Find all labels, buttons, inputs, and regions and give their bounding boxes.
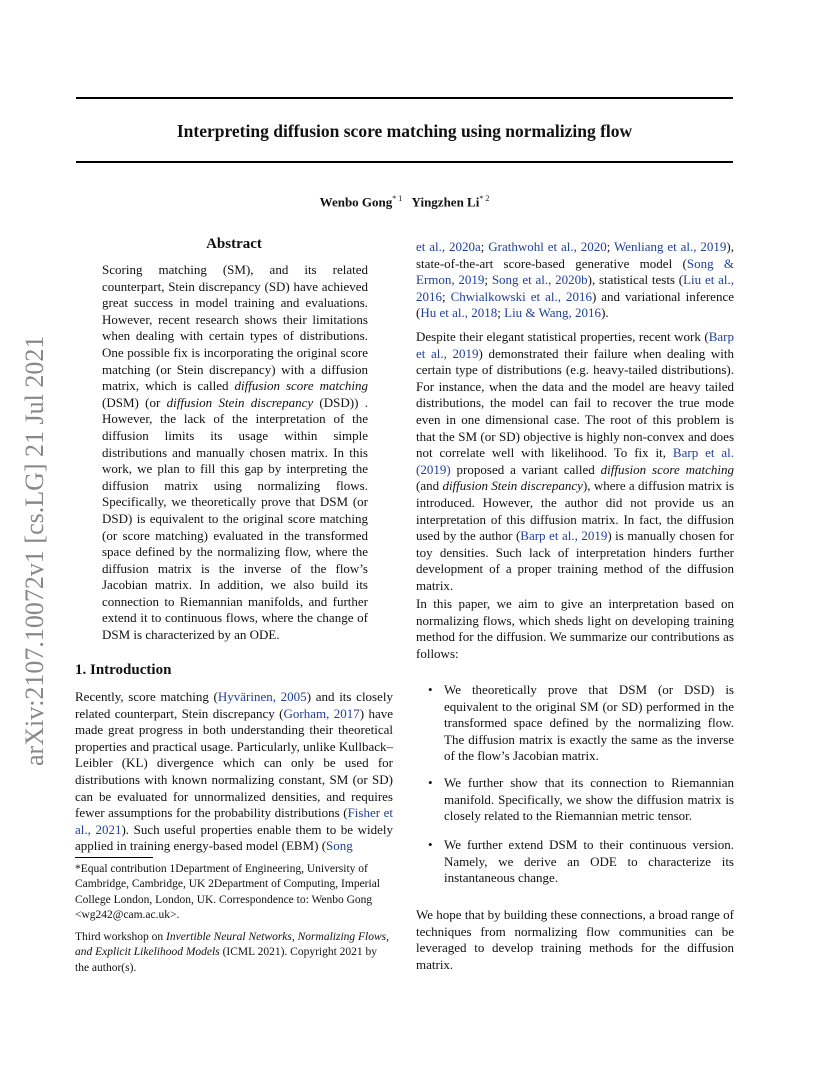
intro-text: Recently, score matching ( (75, 689, 218, 704)
body-text: Despite their elegant statistical properties, recent work ( (416, 329, 709, 344)
body-text: ). (601, 305, 609, 321)
workshop-notice (75, 930, 393, 976)
author-line (76, 191, 733, 211)
citation-link[interactable]: Gorham, 2017 (283, 705, 360, 721)
title-rule-top (76, 97, 733, 99)
citation-link[interactable]: Fisher et al., 2021 (75, 805, 393, 837)
workshop-text: Third workshop on (75, 931, 167, 943)
separator: ; (480, 239, 489, 254)
citation-link[interactable]: Barp et al., 2019 (416, 329, 734, 361)
citation-link[interactable]: Chwialkowski et al., 2016 (450, 288, 592, 304)
abstract-emphasis: diffusion Stein discrepancy (166, 394, 314, 410)
author-affiliation-mark: * 1 (392, 194, 403, 203)
introduction-paragraph (75, 689, 393, 855)
body-paragraph (416, 329, 734, 595)
citation-link[interactable]: Barp et al. (2019) (416, 445, 734, 477)
contribution-text: We further extend DSM to their continuous version. Namely, we derive an ODE to characterize its instantaneous change. (444, 837, 734, 886)
citation-link[interactable]: Barp et al., 2019 (520, 528, 608, 544)
body-text: ), state-of-the-art score-based generative model ( (416, 239, 734, 271)
body-text: ) is manually chosen for toy densities. Such lack of interpretation hinders further development of a proper training method of the diffusion matrix. (416, 528, 734, 593)
bullet-marker: • (428, 775, 433, 790)
contribution-text: We further show that its connection to Riemannian manifold. Specifically, we show the diffusion matrix is closely related to the Riemannian metric tensor. (444, 775, 734, 824)
body-text: ) demonstrated their failure when dealing with certain type of distributions (e.g. heavy-tailed distributions). For instance, when the data and the model are heavy tailed distributions, the model can fail to recover the true mode even in one dimensional case. The root of this problem is that the SM (or SD) objective is highly non-convex and does not correlate well with likelihood. To fix it, (416, 345, 734, 461)
intro-text: ) have made great progress in both understanding their theoretical properties and practical usage. Particularly, unlike Kullback–Leibler (KL) divergence which can only be used for distributions with known normalizing constant, SM (or SD) can be evaluated for unnormalized densities, and requires fewer assumptions for the probability distributions ( (75, 705, 394, 821)
footnote-affiliations: *Equal contribution 1Department of Engineering, University of Cambridge, Cambridge, UK 2Department of Computing, Imperial College London, London, UK. Correspondence to: Wenbo Gong <wg242@cam.ac.uk>. (75, 863, 381, 922)
body-text: proposed a variant called (450, 461, 601, 477)
abstract-text: Scoring matching (SM), and its related counterpart, Stein discrepancy (SD) have achieved great success in model training and evaluations. However, recent research shows their limitations when dealing with certain types of distributions. One possible fix is incorporating the original score matching (or Stein discrepancy) with a diffusion matrix, which is called (102, 262, 368, 394)
bullet-marker: • (428, 837, 433, 852)
citation-link[interactable]: Song (326, 838, 353, 854)
body-emphasis: diffusion score matching (600, 461, 734, 477)
body-paragraph: In this paper, we aim to give an interpretation based on normalizing flows, which sheds light on developing training method for the diffusion. We summarize our contributions as follows: (416, 596, 734, 661)
author-name: Yingzhen Li (411, 194, 480, 210)
workshop-name: Invertible Neural Networks, Normalizing Flows, and Explicit Likelihood Models (75, 931, 390, 959)
author-name: Wenbo Gong (319, 194, 393, 210)
separator: ; (442, 288, 451, 304)
body-text: ), where a diffusion matrix is introduced. However, the author did not provide us an interpretation of this diffusion matrix. In fact, the diffusion used by the author ( (416, 478, 735, 544)
citation-link[interactable]: Song et al., 2020b (491, 272, 588, 288)
separator: ; (484, 272, 492, 288)
citation-link[interactable]: Hyvärinen, 2005 (217, 689, 307, 704)
intro-text: ) and its closely related counterpart, Stein discrepancy ( (75, 689, 393, 721)
footnote-rule (75, 857, 153, 858)
contribution-list-item (428, 682, 734, 765)
abstract-emphasis: diffusion score matching (234, 378, 368, 394)
contribution-list-item (428, 837, 734, 887)
body-paragraph: We hope that by building these connections, a broad range of techniques from normalizing flow communities can be leveraged to develop training methods for the diffusion matrix. (416, 907, 734, 972)
citation-link[interactable]: Hu et al., 2018 (420, 305, 498, 321)
citation-link[interactable]: Wenliang et al., 2019 (614, 239, 727, 254)
title-rule-bottom (76, 161, 733, 163)
arxiv-identifier-stamp: arXiv:2107.10072v1 [cs.LG] 21 Jul 2021 (20, 335, 49, 766)
separator: ; (606, 239, 614, 254)
section-heading-introduction: 1. Introduction (75, 662, 172, 678)
citation-link[interactable]: Liu & Wang, 2016 (504, 305, 602, 321)
body-emphasis: diffusion Stein discrepancy (442, 478, 583, 494)
separator: ; (497, 305, 505, 321)
author-affiliation-mark: * 2 (479, 194, 490, 203)
paper-title: Interpreting diffusion score matching using normalizing flow (176, 121, 633, 141)
body-text: ), statistical tests ( (587, 272, 684, 288)
abstract-text: (DSM) (or (102, 394, 167, 410)
intro-text: ). Such useful properties enable them to be widely applied in training energy-based model (EBM) ( (75, 821, 393, 854)
workshop-text: (ICML 2021). Copyright 2021 by the author(s). (75, 946, 378, 974)
citation-link[interactable]: et al., 2020a (416, 239, 481, 254)
contribution-text: We theoretically prove that DSM (or DSD) is equivalent to the original SM (or SD) performed in the transformed space defined by the normalizing flow. The diffusion matrix is exactly the same as the inverse of the flow’s Jacobian matrix. (444, 682, 734, 764)
citation-link[interactable]: Song & Ermon, 2019 (416, 255, 735, 288)
abstract-text: (DSD)) . However, the lack of the interpretation of the diffusion limits its usage within simple distributions and manually chosen matrix. In this work, we plan to fill this gap by interpreting the diffusion matrix using normalizing flows. Specifically, we theoretically prove that DSM (or DSD) is equivalent to the original score matching (or score matching) evaluated in the transformed space defined by the normalizing flow, where the diffusion matrix is the inverse of the flow’s Jacobian matrix. In addition, we also build its connection to Riemannian manifolds, and further extend it to continuous flows, where the change of DSM is characterized by an ODE. (102, 394, 368, 643)
body-text: (and (416, 478, 443, 494)
citation-link[interactable]: Liu et al., 2016 (416, 272, 734, 304)
body-text: ) and variational inference ( (416, 288, 734, 321)
bullet-marker: • (428, 682, 433, 697)
abstract-heading: Abstract (206, 236, 262, 252)
contribution-list-item (428, 775, 734, 825)
body-paragraph (416, 239, 734, 322)
abstract-body (102, 262, 368, 644)
citation-link[interactable]: Grathwohl et al., 2020 (488, 239, 607, 254)
